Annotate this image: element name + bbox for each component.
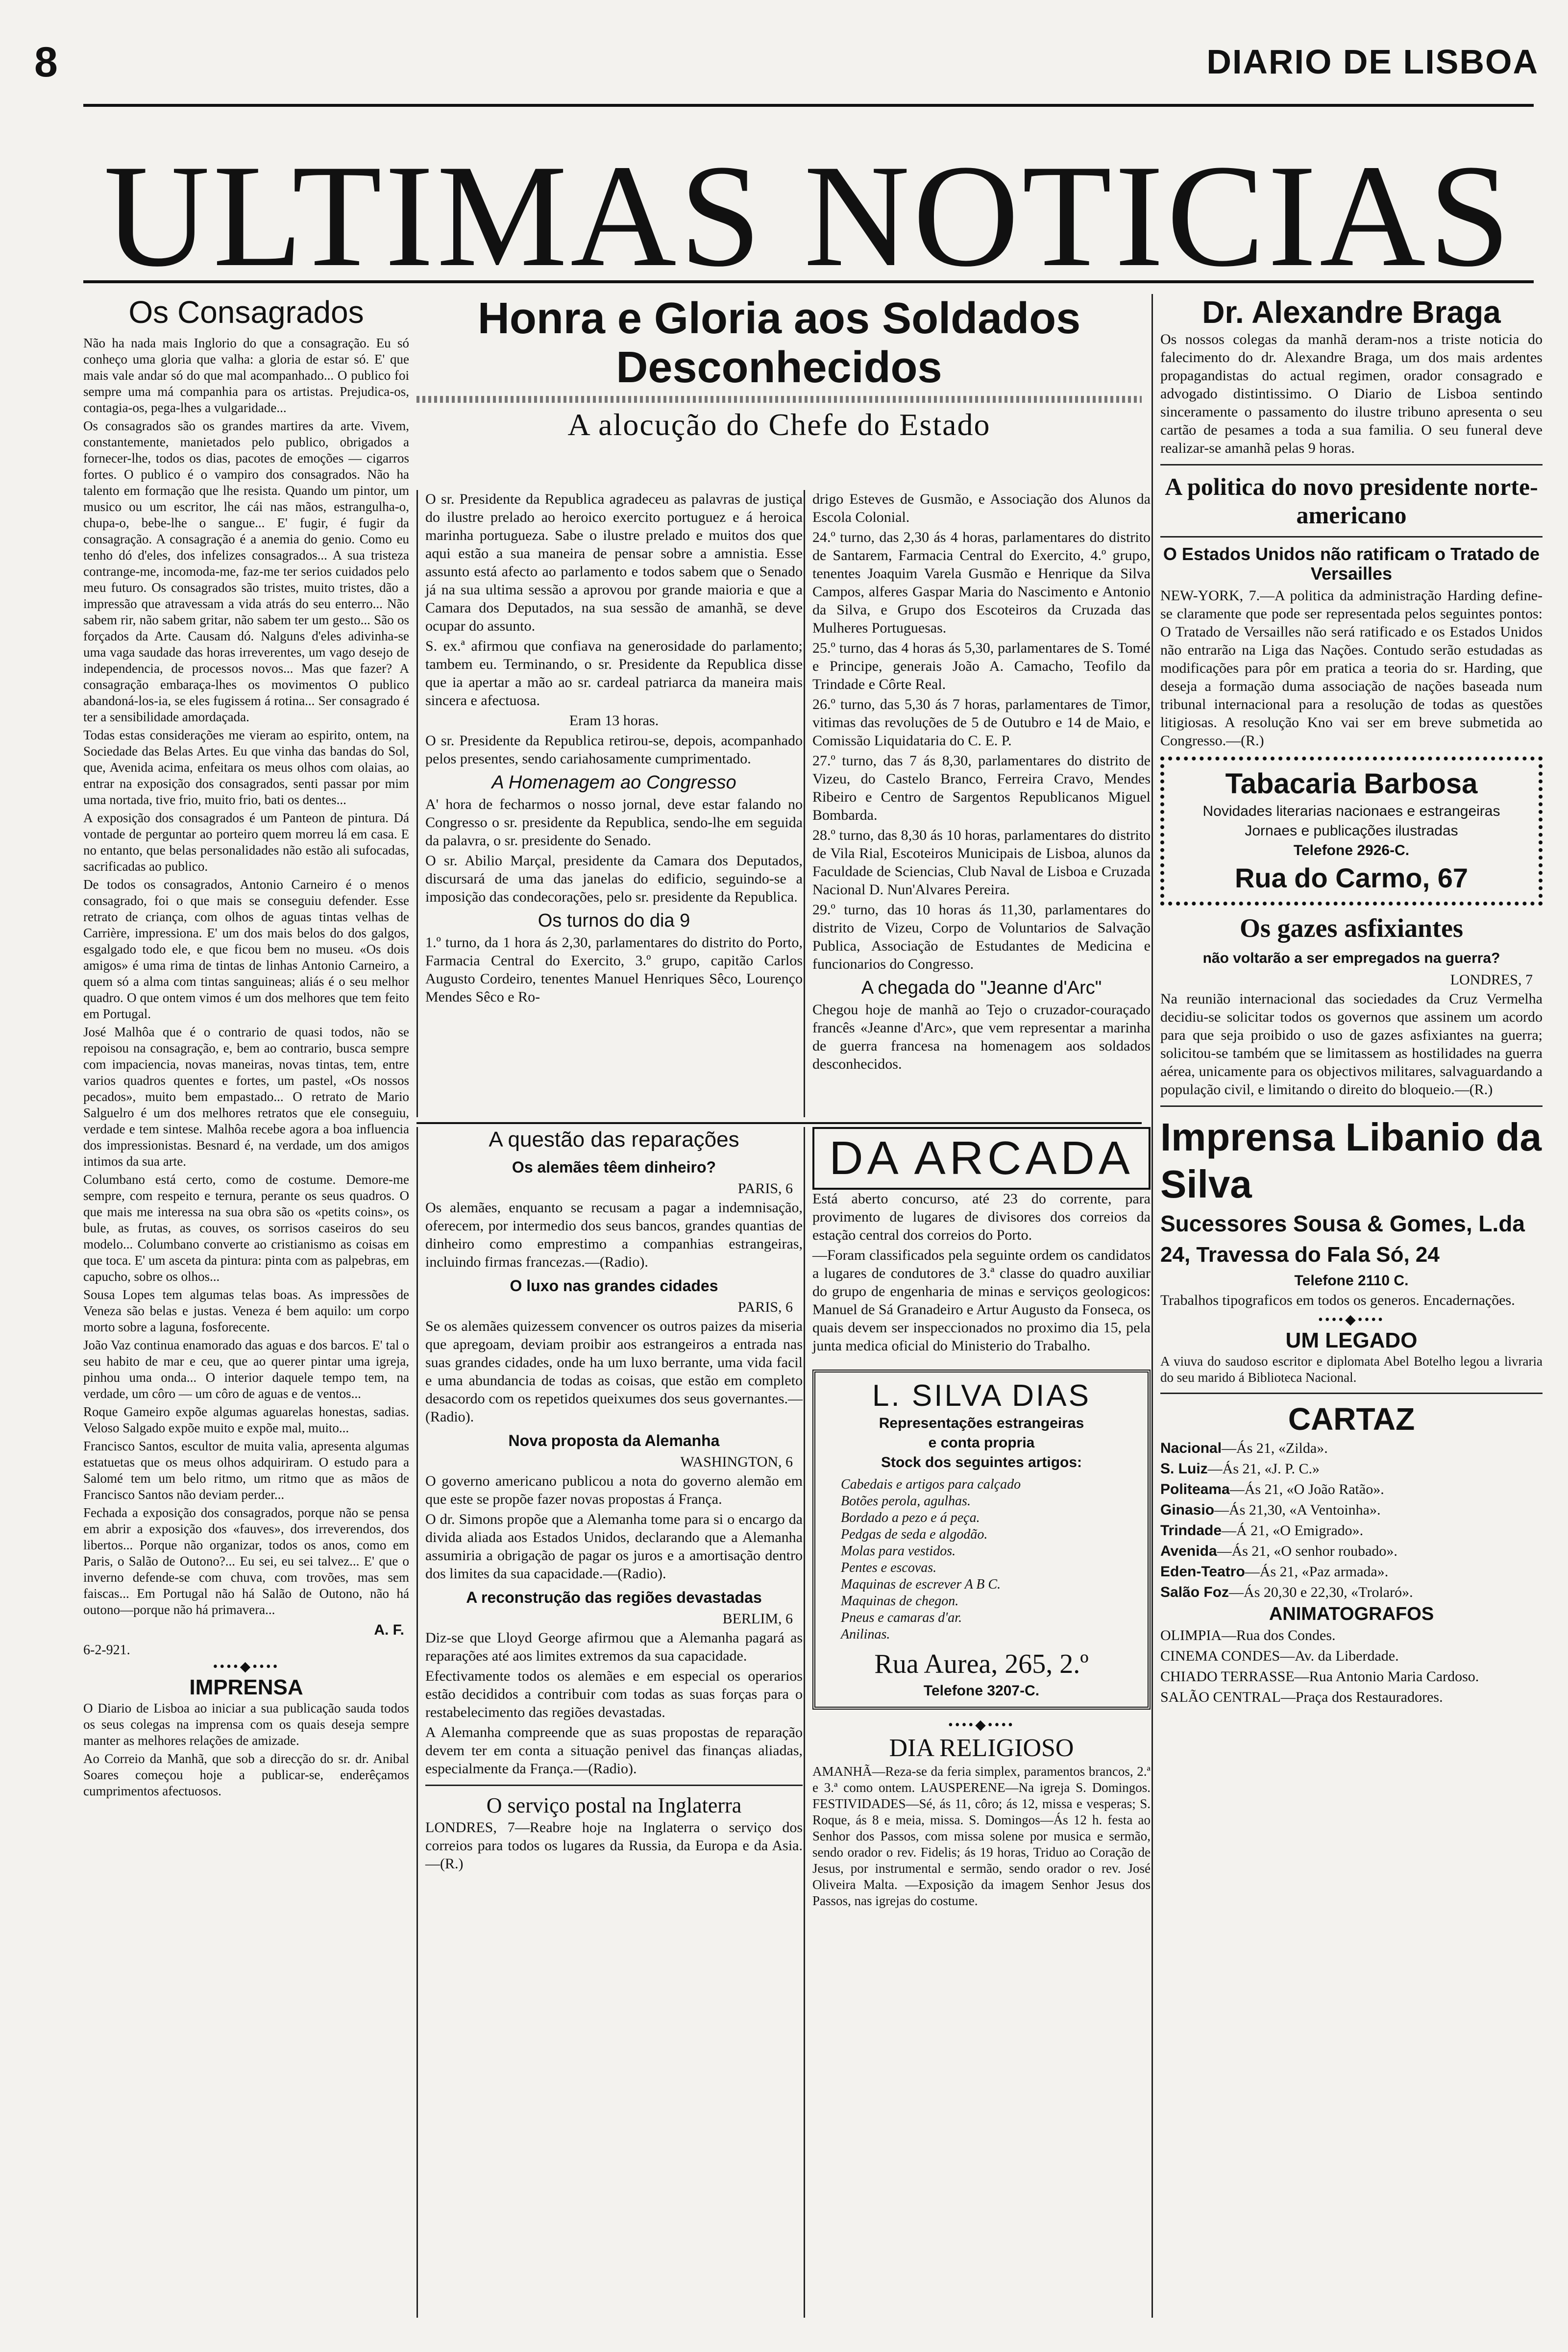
ad-name: Tabacaria Barbosa (1225, 768, 1478, 800)
ad-libanio-name: Imprensa Libanio da Silva (1160, 1115, 1542, 1206)
page-banner: ULTIMAS NOTICIAS (103, 134, 1514, 297)
section-title-legado: UM LEGADO (1285, 1328, 1418, 1352)
ad-item: Botões perola, agulhas. (841, 1494, 971, 1509)
divider-ornament: ••••◆•••• (1318, 1312, 1385, 1327)
article-paragraph: S. ex.ª afirmou que confiava na generosidade do parlamento; tambem eu. Terminando, o sr. Presidente da Republica disse que ia apertar a mão ao sr. cardeal patriarca da maneira mais sincera e afectuosa. (425, 638, 803, 709)
ad-line: e conta propria (928, 1435, 1035, 1451)
article-signature: A. F. (374, 1622, 404, 1638)
article-paragraph: Diz-se que Lloyd George afirmou que a Alemanha pagará as reparações até aos limites extremos da sua capacidade. (425, 1630, 803, 1664)
article-paragraph: Não ha nada mais Inglorio do que a consagração. Eu só conheço uma gloria que valha: a gloria de estar só. E' que mais vale andar só do que mal acompanhado... O publico foi sempre uma má companhia para os artistas. Prejudica-os, contagia-os, pega-lhes a vulgaridade... (83, 336, 409, 415)
cinema-item: CHIADO TERRASSE—Rua Antonio Maria Cardoso. (1160, 1668, 1479, 1685)
ad-item: Maquinas de chegon. (841, 1593, 959, 1609)
section-title-turnos: Os turnos do dia 9 (538, 910, 690, 931)
section-title-arcada: DA ARCADA (812, 1127, 1151, 1190)
article-paragraph: O dr. Simons propõe que a Alemanha tome para si o encargo da divida aliada aos Estados Unidos, declarando que a Alemanha assumiria a obrigação de pagar os juros e a amortisação dentro dos limites da sua capacidade.—(Radio). (425, 1511, 803, 1582)
cartaz-item (1160, 1542, 1543, 1561)
divider (1160, 536, 1543, 538)
ad-item: Pneus e camaras d'ar. (841, 1610, 962, 1625)
show-info: —Ás 21, «Zilda». (1222, 1440, 1328, 1456)
ad-item: Cabedais e artigos para calçado (841, 1477, 1021, 1492)
ad-phone: Telefone 3207-C. (923, 1683, 1040, 1699)
article-paragraph: Efectivamente todos os alemães e em especial os operarios estão decididos a contribuir com todas as suas forças para o restabelecimento das regiões devastadas. (425, 1668, 803, 1720)
article-paragraph: Os alemães, enquanto se recusam a pagar a indemnisação, oferecem, por intermedio dos seus bancos, grandes quantias de dinheiro como emprestimo a companhias estrangeiras, incluindo firmas francezas.—(Radio). (425, 1200, 803, 1270)
article-paragraph: —Foram classificados pela seguinte ordem os candidatos a lugares de condutores de 3.ª classe do quadro auxiliar do grupo de engenharia de minas e serviços geologicos: Manuel de Sá Granadeiro e Artur Augusto da Fonseca, os quais devem ser inspeccionados no proximo dia 15, pela junta medica oficial do Ministerio do Trabalho. (812, 1247, 1151, 1354)
ad-item: Pentes e escovas. (841, 1560, 937, 1575)
subsection-title: Nova proposta da Alemanha (508, 1432, 720, 1449)
subsection-title: O luxo nas grandes cidades (510, 1277, 718, 1295)
article-paragraph: Ao Correio da Manhã, que sob a direcção do sr. dr. Anibal Soares começou hoje a publicar-se, enderêçamos cumprimentos afectuosos. (83, 1751, 409, 1798)
ad-item: Molas para vestidos. (841, 1544, 956, 1559)
subsection-title: O Estados Unidos não ratificam o Tratado de Versailles (1163, 544, 1540, 584)
wavy-divider (416, 396, 1142, 403)
ad-silva-dias (812, 1370, 1151, 1710)
show-info: —Ás 21, «O senhor roubado». (1217, 1543, 1397, 1559)
section-title-jeanne: A chegada do "Jeanne d'Arc" (861, 978, 1102, 998)
article-paragraph: Columbano está certo, como de costume. Demore-me sempre, com respeito e ternura, perante os seus quadros. O que mais me interessa na sua obra são os «petits coins», os bule, as frutas, as couves, os sorrisos caseiros do seu modelo... Columbano converte ao cristianismo as coisas em que toca. E' um asceta da pintura: pinta com as palpebras, em capucho, sobre os olhos... (83, 1172, 409, 1284)
venue-name: S. Luiz (1160, 1461, 1208, 1477)
subsection-title: Os alemães têem dinheiro? (512, 1158, 716, 1176)
divider (1160, 464, 1543, 466)
article-paragraph: 29.º turno, das 10 horas ás 11,30, parlamentares do distrito de Vizeu, Corpo de Voluntarios de Salvação Publica, Associação de Estudantes de Medicina e funcionarios do Congresso. (812, 902, 1151, 972)
column-consagrados (83, 294, 416, 2318)
cartaz-item (1160, 1460, 1543, 1478)
article-paragraph: 25.º turno, das 4 horas ás 5,30, parlamentares de S. Tomé e Principe, generais João A. Camacho, Teofilo da Trindade e Côrte Real. (812, 640, 1151, 692)
section-title-religioso: DIA RELIGIOSO (889, 1734, 1074, 1762)
subsection-title: não voltarão a ser empregados na guerra? (1202, 950, 1500, 966)
venue-name: Salão Foz (1160, 1584, 1229, 1600)
article-paragraph: Roque Gameiro expõe algumas aguarelas honestas, sadias. Veloso Salgado expõe muito e expõe mal, muito... (83, 1404, 409, 1435)
column-right (1152, 294, 1543, 2318)
show-info: —Ás 21,30, «A Ventoinha». (1214, 1502, 1381, 1518)
article-paragraph: AMANHÃ—Reza-se da feria simplex, paramentos brancos, 2.ª e 3.ª como ontem. LAUSPERENE—Na igreja S. Domingos. FESTIVIDADES—Sé, ás 11, côro; ás 12, missa e vesperas; S. Roque, ás 8 e meia, missa. S. Domingos—Ás 12 h. festa ao Senhor dos Passos, com missa solene por musica e sermão, sendo orador o rev. Fidelis; ás 19 horas, Triduo ao Coração de Jesus, por instrumental e sermão, sendo orador o rev. José Oliveira Malta. —Exposição da imagem Senhor Jesus dos Passos, nas igrejas do costume. (812, 1764, 1151, 1908)
article-paragraph: A exposição dos consagrados é um Panteon de pintura. Dá vontade de perguntar ao porteiro quem morreu lá em casa. E no entanto, que belas personalidades não estão ali sufocadas, sacrificadas ao publico. (83, 810, 409, 874)
ad-phone: Telefone 2926-C. (1293, 842, 1410, 858)
article-title: Os Consagrados (128, 294, 364, 330)
article-paragraph: Chegou hoje de manhã ao Tejo o cruzador-couraçado francês «Jeanne d'Arc», que vem representar a marinha de guerra francesa na homenagem aos soldados desconhecidos. (812, 1002, 1151, 1072)
section-title-politica: A politica do novo presidente norte-americano (1165, 473, 1538, 529)
ad-item: Bordado a pezo e á peça. (841, 1510, 980, 1525)
divider (425, 1785, 803, 1786)
divider-ornament: ••••◆•••• (213, 1659, 280, 1674)
top-rule (83, 104, 1534, 107)
cinema-item: SALÃO CENTRAL—Praça dos Restauradores. (1160, 1689, 1443, 1705)
article-paragraph: 26.º turno, das 5,30 ás 7 horas, parlamentares de Timor, vitimas das revoluções de 5 de Outubro e 14 de Maio, e Comissão Liquidataria do C. E. P. (812, 696, 1151, 749)
article-paragraph: Se os alemães quizessem convencer os outros paizes da miseria que apregoam, deviam proibir aos estrangeiros a entrada nas suas grandes cidades, onde ha um luxo berrante, uma vida facil e uma abundancia de todas as coisas, que estão em completo desacordo com os repetidos queixumes dos seus governantes.—(Radio). (425, 1318, 803, 1425)
divider-ornament: ••••◆•••• (948, 1717, 1015, 1733)
column-soldados-right (804, 490, 1158, 1117)
article-paragraph: O sr. Abilio Marçal, presidente da Camara dos Deputados, discursará de uma das janelas do edificio, seguindo-se a imposição das condecorações, pelo sr. presidente da Republica. (425, 853, 803, 905)
article-paragraph: O Diario de Lisboa ao iniciar a sua publicação sauda todos os seus colegas na imprensa com os quais deseja sempre manter as melhores relações de amizade. (83, 1701, 409, 1748)
ad-libanio-address: 24, Travessa do Fala Só, 24 (1160, 1243, 1440, 1267)
subheadline-alocucao: A alocução do Chefe do Estado (567, 407, 991, 442)
cartaz-item (1160, 1439, 1543, 1458)
ad-libanio-sub: Sucessores Sousa & Gomes, L.da (1160, 1211, 1525, 1236)
venue-name: Nacional (1160, 1440, 1222, 1456)
dateline: BERLIM, 6 (722, 1611, 793, 1627)
show-info: —Ás 20,30 e 22,30, «Trolaró». (1229, 1584, 1413, 1600)
soldados-header (416, 294, 1142, 443)
cartaz-item (1160, 1521, 1543, 1540)
newspaper-name: DIARIO DE LISBOA (1206, 43, 1539, 81)
show-info: —Á 21, «O Emigrado». (1222, 1522, 1364, 1539)
cartaz-item (1160, 1480, 1543, 1499)
ad-address: Rua do Carmo, 67 (1234, 862, 1469, 893)
section-title-cartaz: CARTAZ (1288, 1401, 1415, 1437)
article-paragraph: 28.º turno, das 8,30 ás 10 horas, parlamentares do distrito de Vila Rial, Escoteiros Municipais de Lisboa, alunos da Faculdade de Sciencias, Club Naval de Lisboa e Cruzada Nacional D. Nun'Alvares Pereira. (812, 827, 1151, 898)
divider (1160, 1393, 1543, 1394)
venue-name: Trindade (1160, 1522, 1222, 1539)
article-paragraph: José Malhôa que é o contrario de quasi todos, não se repoisou na consagração, e, bem ao contrario, busca sempre com impaciencia, novas maneiras, novas tintas, tem, entre varios quadros quentes e fortes, um pastel, «Os nossos pecados», muito bem empastado... O retrato de Mario Salguelro é um dos melhores retratos que ele conseguiu, verdade e tem sintese. Malhôa recebe agora a boa influencia dos impressionistas. Besnard é, na verdade, um dos amigos intimos da sua arte. (83, 1025, 409, 1169)
show-info: —Ás 21, «O João Ratão». (1229, 1481, 1384, 1497)
article-paragraph: NEW-YORK, 7.—A politica da administração Harding define-se claramente que pode ser representada pelos seguintes pontos: O Tratado de Versailles não será ratificado e os Estados Unidos não entrarão na Liga das Nações. Contudo serão estudadas as modificações para pôr em pratica a teoria do sr. Harding, que deseja a formação duma associação de nações baseada num tribunal internacional para a resolução de todas as questões litigiosas. A resolução Kno vai ser em breve submetida ao Congresso.—(R.) (1160, 588, 1543, 749)
cinema-item: OLIMPIA—Rua dos Condes. (1160, 1627, 1336, 1643)
ad-libanio-phone: Telefone 2110 C. (1294, 1273, 1409, 1289)
ad-item: Pedgas de seda e algodão. (841, 1527, 988, 1542)
dateline: PARIS, 6 (737, 1180, 793, 1197)
article-paragraph: Está aberto concurso, até 23 do corrente, para provimento de lugares de divisores dos correios da estação central dos correios do Porto. (812, 1191, 1151, 1243)
article-paragraph: Fechada a exposição dos consagrados, porque não se pensa em abrir a exposição dos «fauves», dos irreverendos, dos libertos... Porque não organizar, todos os anos, como em Paris, o Salão de Outono?... Eu sei, eu sei talvez... E' que o inverno defende-se com chuva, com trovões, mas sem faiscas... Em Portugal não há Salão de Outono, não há outono—porque não há primavera... (83, 1505, 409, 1617)
section-title-postal: O serviço postal na Inglaterra (486, 1793, 742, 1817)
headline-desconhecidos: Desconhecidos (616, 343, 942, 392)
article-paragraph: O sr. Presidente da Republica agradeceu as palavras de justiça do ilustre prelado ao heroico exercito portuguez e á heroica marinha portugueza. Sabe o ilustre prelado e muitos dos que aqui estão a sua maneira de pensar sobre a amnistia. Esse assunto está afecto ao parlamento e todos sabem que o Senado já na sua ultima sessão a aprovou por grande maioria e que a Camara dos Deputados, na sua sessão de amanhã, se deve ocupar do assunto. (425, 491, 803, 634)
mid-divider (416, 1122, 1142, 1124)
article-paragraph: drigo Esteves de Gusmão, e Associação dos Alunos da Escola Colonial. (812, 491, 1151, 525)
article-paragraph: 24.º turno, das 2,30 ás 4 horas, parlamentares do distrito de Santarem, Farmacia Central do Exercito, 4.º grupo, tenentes Joaquim Varela Gusmão e Henrique da Silva Campos, alferes Gaspar Maria do Nascimento e Antonio da Silva, e Grupo dos Escoteiros da Cruzada das Mulheres Portuguesas. (812, 529, 1151, 636)
subsection-title: A reconstrução das regiões devastadas (466, 1589, 762, 1606)
ad-libanio-text: Trabalhos tipograficos em todos os generos. Encadernações. (1160, 1292, 1515, 1308)
ad-line: Jornaes e publicações ilustradas (1245, 823, 1458, 839)
article-paragraph: LONDRES, 7—Reabre hoje na Inglaterra o serviço dos correios para todos os lugares da Russia, da Europa e da Asia.—(R.) (425, 1819, 803, 1872)
article-paragraph: Os nossos colegas da manhã deram-nos a triste noticia do falecimento do dr. Alexandre Braga, um dos mais ardentes propagandistas do actual regimen, orador consagrado e advogado distintissimo. O Diario de Lisboa sentindo sinceramente o passamento do ilustre tribuno apresenta o seu cartão de pesames a toda a sua familia. O seu funeral deve realizar-se amanhã pelas 9 horas. (1160, 331, 1543, 456)
banner-rule (83, 280, 1534, 283)
cartaz-item (1160, 1583, 1543, 1602)
article-paragraph: A viuva do saudoso escritor e diplomata Abel Botelho legou a livraria do seu marido á Biblioteca Nacional. (1160, 1354, 1543, 1385)
ad-name: L. SILVA DIAS (872, 1379, 1091, 1413)
ad-tabacaria (1160, 757, 1543, 906)
ad-address: Rua Aurea, 265, 2.º (874, 1649, 1089, 1679)
page-number: 8 (34, 39, 58, 86)
section-title-gazes: Os gazes asfixiantes (1240, 913, 1463, 943)
dateline: PARIS, 6 (737, 1299, 793, 1315)
divider (1160, 1105, 1543, 1107)
ad-line: Representações estrangeiras (879, 1415, 1084, 1431)
venue-name: Ginasio (1160, 1502, 1215, 1518)
article-paragraph: Sousa Lopes tem algumas telas boas. As impressões de Veneza são belas e justas. Veneza é bem aquilo: um corpo morto sobre a laguna, fosforecente. (83, 1287, 409, 1334)
article-paragraph: Eram 13 horas. (569, 712, 659, 729)
article-paragraph: 27.º turno, das 7 ás 8,30, parlamentares do distrito de Vizeu, do Castelo Branco, Ferreira Cravo, Mendes Ribeiro e Centro de Sargentos Republicanos Miguel Bombarda. (812, 753, 1151, 823)
dateline: LONDRES, 7 (1450, 972, 1533, 988)
article-paragraph: A Alemanha compreende que as suas propostas de reparação devem ter em conta a situação penivel das finanças aliadas, especialmente da França.—(Radio). (425, 1724, 803, 1777)
section-title-reparacoes: A questão das reparações (489, 1127, 739, 1152)
venue-name: Politeama (1160, 1481, 1230, 1497)
venue-name: Eden-Teatro (1160, 1564, 1245, 1580)
article-paragraph: Francisco Santos, escultor de muita valia, apresenta algumas estatuetas que os meus olhos adquiriram. O estudo para a Salomé tem um belo ritmo, um ritmo que as mãos de Francisco Santos não deviam perder... (83, 1439, 409, 1502)
section-title-animatografos: ANIMATOGRAFOS (1269, 1604, 1434, 1624)
article-paragraph: Todas estas considerações me vieram ao espirito, ontem, na Sociedade das Belas Artes. Eu que vinha das bandas do Sol, que, Avenida acima, enfeitara os meus olhos com olaias, ao entrar na exposição dos consagrados, senti passar por mim uma nortada, tive frio, muito frio, bati os dentes... (83, 728, 409, 807)
article-paragraph: João Vaz continua enamorado das aguas e dos barcos. E' tal o seu habito de mar e ceu, que ao querer pintar uma igreja, pinhou uma onda... O interior daquele tempo tem, na verdade, um côro — um côro de aguas e de ventos... (83, 1338, 409, 1401)
cartaz-item (1160, 1563, 1543, 1581)
column-arcada (804, 1127, 1158, 2318)
show-info: —Ás 21, «Paz armada». (1245, 1564, 1389, 1580)
ad-line: Novidades literarias nacionaes e estrangeiras (1202, 803, 1500, 819)
article-paragraph: O sr. Presidente da Republica retirou-se, depois, acompanhado pelos presentes, sendo cariahosamente cumprimentado. (425, 733, 803, 767)
article-paragraph: De todos os consagrados, Antonio Carneiro é o menos consagrado, foi o que mais se conseguiu defender. Esse retrato de criança, com olhos de aguas tintas velhas de Carrière, impressiona. E' um dos mais belos do dos galgos, esgalgado todo ele, e que ficou bem no museu. «Os dois amigos» é uma rima de tintas de linhas Antonio Carneiro, a quem só a alma com tintas sanguineas; aliás é o seu melhor quadro. O que ontem vimos é um dos melhores que tem feito em Portugal. (83, 877, 409, 1021)
ad-line: Stock dos seguintes artigos: (881, 1454, 1082, 1470)
article-date: 6-2-921. (83, 1642, 130, 1658)
column-reparacoes (416, 1127, 810, 2318)
section-title-braga: Dr. Alexandre Braga (1202, 294, 1501, 330)
cartaz-item (1160, 1501, 1543, 1519)
article-paragraph: Os consagrados são os grandes martires da arte. Vivem, constantemente, manietados pelo publico, obrigados a fornecer-lhe, todos os dias, pacotes de emoções — cigarros fortes. O publico é o vampiro dos consagrados. Não ha talento em formação que lhe resista. Quando um pintor, um musico ou um escritor, lhe cái nas mãos, estrangulha-o, chupa-o, bebe-lhe o sangue... E' fugir, é fugir da consagração. A consagração é a anemia do genio. Como eu tenho dó d'eles, dos infelizes consagrados... A sua tristeza contrange-me, incomoda-me, faz-me ter serios cuidados pelo meu futuro. Os consagrados são tristes, muito tristes, dão a impressão que atravessam a vida atrás do seu enterro... Não sabem rir, não sabem gritar, não sabem ter um gesto... São os forçados da Arte. Causam dó. Nalguns d'eles adivinha-se uma vaga saudade das horas irreverentes, um vago desejo de independencia, de processos novos... Mas que fazer? A consagração embaraça-lhes os movimentos O publico abandoná-los-ia, se eles fugissem á rotina... Ser consagrado é ter a sensibilidade amordaçada. (83, 418, 409, 724)
article-paragraph: A' hora de fecharmos o nosso jornal, deve estar falando no Congresso o sr. presidente da Republica, sendo-lhe em seguida da palavra, o sr. presidente do Senado. (425, 796, 803, 849)
section-title-imprensa: IMPRENSA (189, 1675, 303, 1699)
dateline: WASHINGTON, 6 (680, 1454, 793, 1470)
article-paragraph: O governo americano publicou a nota do governo alemão em que este se propõe fazer novas propostas á França. (425, 1473, 803, 1507)
show-info: —Ás 21, «J. P. C.» (1207, 1461, 1320, 1477)
article-paragraph: 1.º turno, da 1 hora ás 2,30, parlamentares do distrito do Porto, Farmacia Central do Exercito, 3.º grupo, capitão Carlos Augusto Cordeiro, tenentes Manuel Henriques Sêco, Lourenço Mendes Sêco e Ro- (425, 934, 803, 1005)
venue-name: Avenida (1160, 1543, 1217, 1559)
ad-item: Anilinas. (841, 1627, 890, 1642)
section-title-homenagem: A Homenagem ao Congresso (491, 772, 736, 793)
ad-item: Maquinas de escrever A B C. (841, 1577, 1001, 1592)
cinema-item: CINEMA CONDES—Av. da Liberdade. (1160, 1648, 1399, 1664)
article-paragraph: Na reunião internacional das sociedades da Cruz Vermelha decidiu-se solicitar todos os governos que assinem um acordo para que seja proibido o uso de gazes asfixiantes na guerra; solicitou-se também que se limitassem as hostilidades na guerra aérea, unicamente para os objectivos militares, salvaguardando a população civil, e limitando o direito do bloqueio.—(R.) (1160, 991, 1543, 1098)
headline-soldados: Honra e Gloria aos Soldados (477, 294, 1081, 343)
column-soldados-left (416, 490, 810, 1117)
